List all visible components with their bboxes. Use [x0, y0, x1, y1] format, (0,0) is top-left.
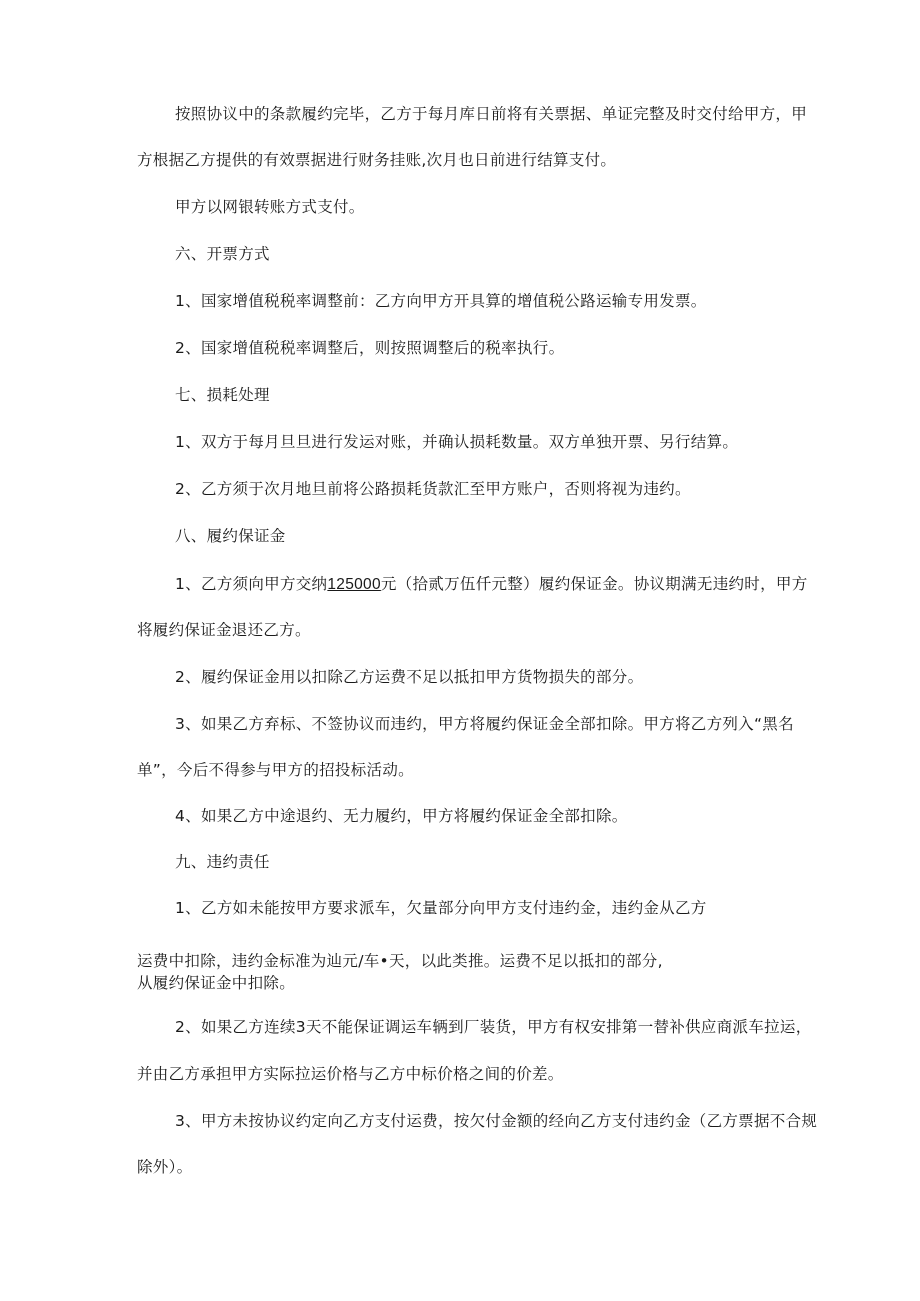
section-9-item-2-line-1: 2、如果乙方连续3天不能保证调运车辆到厂装货，甲方有权安排第一替补供应商派车拉运，	[175, 1018, 812, 1036]
section-8-heading: 八、履约保证金	[175, 527, 286, 545]
payment-line-3: 甲方以网银转账方式支付。	[175, 198, 365, 216]
section-9-heading: 九、违约责任	[175, 853, 270, 871]
section-9-item-3-line-1: 3、甲方未按协议约定向乙方支付运费，按欠付金额的经向乙方支付违约金（乙方票据不合规	[175, 1112, 818, 1130]
section-8-item-1-line-2: 将履约保证金退还乙方。	[137, 621, 311, 639]
section-9-item-1-line-1: 1、乙方如未能按甲方要求派车，欠量部分向甲方支付违约金，违约金从乙方	[175, 899, 707, 917]
section-9-item-3-line-2: 除外）。	[137, 1158, 193, 1176]
section-8-item-3-line-2: 单”，今后不得参与甲方的招投标活动。	[137, 761, 414, 779]
payment-line-2: 方根据乙方提供的有效票据进行财务挂账,次月也日前进行结算支付。	[137, 151, 617, 169]
section-6-item-2: 2、国家增值税税率调整后，则按照调整后的税率执行。	[175, 339, 565, 357]
section-7-heading: 七、损耗处理	[175, 386, 270, 404]
section-8-item-1-prefix: 1、乙方须向甲方交纳	[175, 575, 328, 593]
section-8-item-1-suffix: 元（拾贰万伍仟元整）履约保证金。协议期满无违约时，甲方	[380, 575, 808, 593]
payment-line-1: 按照协议中的条款履约完毕，乙方于每月库日前将有关票据、单证完整及时交付给甲方，甲	[175, 105, 808, 123]
section-8-item-1	[175, 574, 808, 595]
section-9-item-1-line-2: 运费中扣除，违约金标准为辿元/车•天，以此类推。运费不足以抵扣的部分,	[137, 952, 663, 970]
section-8-item-2: 2、履约保证金用以扣除乙方运费不足以抵扣甲方货物损失的部分。	[175, 668, 644, 686]
section-9-item-2-line-2: 并由乙方承担甲方实际拉运价格与乙方中标价格之间的价差。	[137, 1065, 564, 1083]
deposit-amount: 125000	[327, 576, 381, 593]
section-8-item-4: 4、如果乙方中途退约、无力履约，甲方将履约保证金全部扣除。	[175, 807, 628, 825]
section-8-item-3-line-1: 3、如果乙方弃标、不签协议而违约，甲方将履约保证金全部扣除。甲方将乙方列入“黑名	[175, 715, 794, 733]
section-9-item-1-line-3: 从履约保证金中扣除。	[137, 974, 296, 992]
section-7-item-2: 2、乙方须于次月地旦前将公路损耗货款汇至甲方账户，否则将视为违约。	[175, 480, 691, 498]
section-7-item-1: 1、双方于每月旦旦进行发运对账，并确认损耗数量。双方单独开票、另行结算。	[175, 433, 739, 451]
section-6-item-1: 1、国家增值税税率调整前：乙方向甲方开具算的增值税公路运输专用发票。	[175, 292, 707, 310]
section-6-heading: 六、开票方式	[175, 245, 270, 263]
